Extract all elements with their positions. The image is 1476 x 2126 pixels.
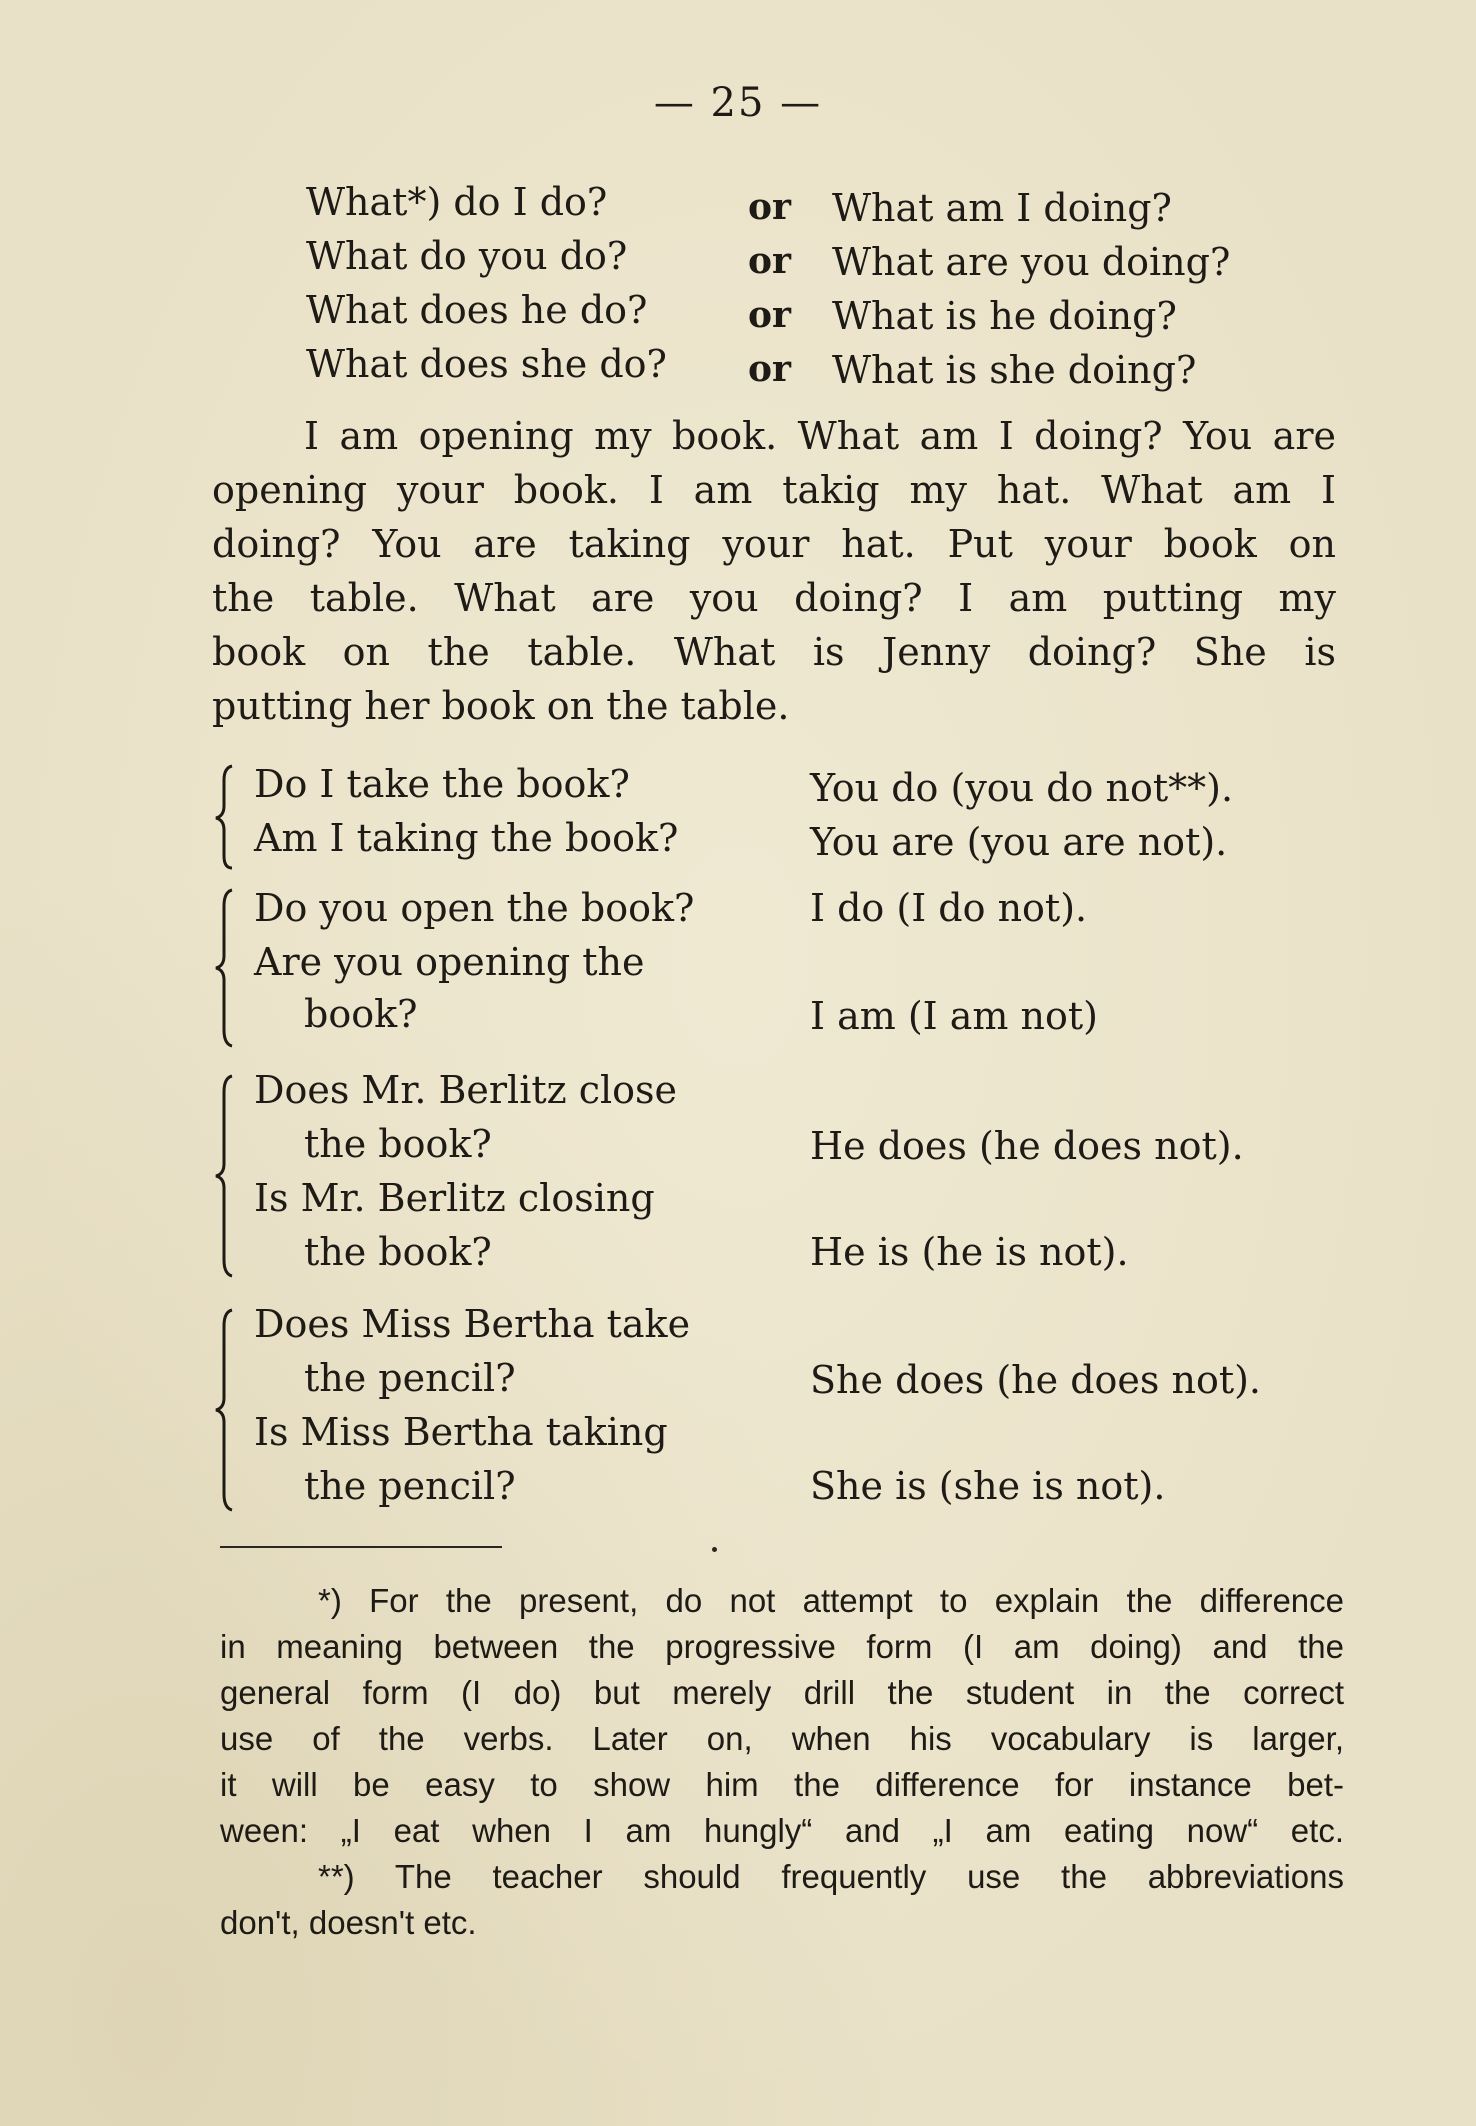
paragraph-line: opening your book. I am takig my hat. What am I	[212, 468, 1336, 512]
question-text: Am I taking the book?	[254, 816, 679, 860]
print-speck	[712, 1547, 717, 1552]
question-text: Do you open the book?	[254, 886, 695, 930]
question-text: Are you opening the	[254, 940, 645, 984]
general-question: What does she do?	[306, 342, 667, 386]
progressive-question: What is he doing?	[832, 294, 1177, 338]
footnote-line: don't, doesn't etc.	[220, 1904, 477, 1941]
qa-group	[212, 1068, 1342, 1284]
question-pair	[306, 288, 1306, 342]
answer-text: You do (you do not**).	[810, 766, 1234, 810]
or-connector: or	[748, 348, 791, 390]
question-text: the pencil?	[304, 1464, 516, 1508]
question-pair	[306, 234, 1306, 288]
footnote-line: general form (I do) but merely drill the student in the correct	[220, 1674, 1344, 1711]
paragraph-line: the table. What are you doing? I am putting my	[212, 576, 1336, 620]
answer-text: He is (he is not).	[810, 1230, 1129, 1274]
question-text: the book?	[304, 1122, 492, 1166]
footnote-line: use of the verbs. Later on, when his vocabulary is larger,	[220, 1720, 1344, 1757]
qa-group	[212, 1302, 1342, 1518]
question-text: book?	[304, 992, 418, 1036]
progressive-question: What are you doing?	[832, 240, 1231, 284]
progressive-question: What is she doing?	[832, 348, 1197, 392]
curly-brace	[212, 1068, 242, 1284]
or-connector: or	[748, 240, 791, 282]
footnote-line: it will be easy to show him the difference for instance bet-	[220, 1766, 1344, 1803]
paragraph-line: book on the table. What is Jenny doing? She is	[212, 630, 1336, 674]
question-pair	[306, 342, 1306, 396]
answer-text: I do (I do not).	[810, 886, 1088, 930]
or-connector: or	[748, 186, 791, 228]
paragraph-line: putting her book on the table.	[212, 684, 790, 728]
paragraph-line: doing? You are taking your hat. Put your book on	[212, 522, 1336, 566]
curly-brace	[212, 762, 242, 872]
answer-text: He does (he does not).	[810, 1124, 1244, 1168]
curly-brace	[212, 886, 242, 1050]
progressive-question: What am I doing?	[832, 186, 1172, 230]
or-connector: or	[748, 294, 791, 336]
question-pair	[306, 180, 1306, 234]
question-text: Do I take the book?	[254, 762, 630, 806]
curly-brace	[212, 1302, 242, 1518]
paragraph-line: I am opening my book. What am I doing? You are	[304, 414, 1336, 458]
answer-text: You are (you are not).	[810, 820, 1228, 864]
question-text: the book?	[304, 1230, 492, 1274]
footnote-line: *) For the present, do not attempt to explain the difference	[318, 1582, 1344, 1619]
footnote-divider	[220, 1546, 502, 1548]
question-text: Does Miss Bertha take	[254, 1302, 691, 1346]
answer-text: She is (she is not).	[810, 1464, 1166, 1508]
answer-text: I am (I am not)	[810, 994, 1098, 1038]
footnote-line: ween: „I eat when I am hungly“ and „I am eating now“ etc.	[220, 1812, 1344, 1849]
answer-text: She does (he does not).	[810, 1358, 1262, 1402]
general-question: What do you do?	[306, 234, 628, 278]
question-text: the pencil?	[304, 1356, 516, 1400]
question-text: Does Mr. Berlitz close	[254, 1068, 678, 1112]
footnote-line: in meaning between the progressive form (I am doing) and the	[220, 1628, 1344, 1665]
question-text: Is Miss Bertha taking	[254, 1410, 668, 1454]
qa-group	[212, 886, 1342, 1050]
footnote-line: **) The teacher should frequently use the abbreviations	[318, 1858, 1344, 1895]
general-question: What*) do I do?	[306, 180, 608, 224]
general-question: What does he do?	[306, 288, 648, 332]
page-number: — 25 —	[653, 80, 823, 126]
question-text: Is Mr. Berlitz closing	[254, 1176, 655, 1220]
qa-group	[212, 762, 1342, 872]
